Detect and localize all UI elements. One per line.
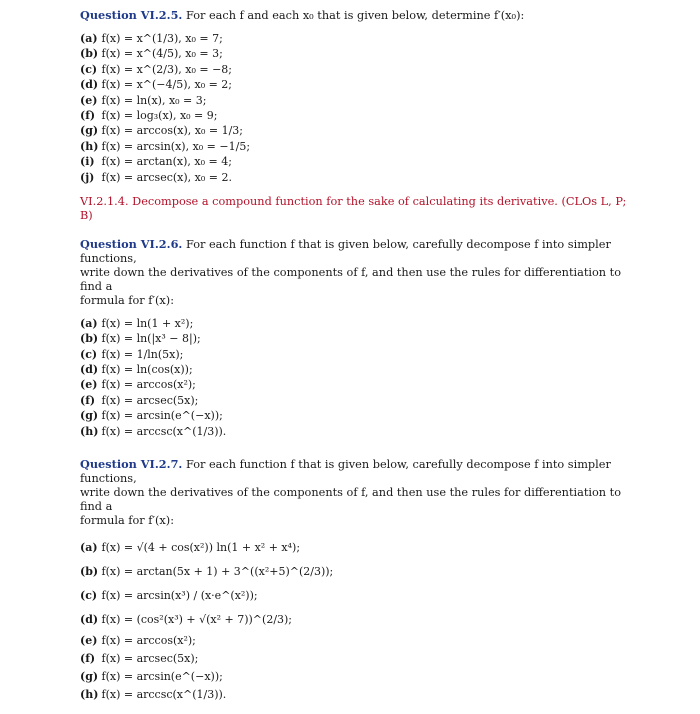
list-item	[80, 62, 640, 77]
item-expression: f(x) = arcsin(x), x₀ = −1/5;	[101, 139, 251, 153]
list-item	[80, 123, 640, 138]
list-item	[80, 139, 640, 154]
item-expression: f(x) = x^(2/3), x₀ = −8;	[101, 62, 233, 76]
item-expression: f(x) = arcsin(e^(−x));	[101, 670, 223, 684]
list-item	[80, 331, 640, 346]
item-expression: f(x) = arcsin(x³) / (x·e^(x²));	[101, 589, 258, 603]
question-text-line: formula for f′(x):	[80, 293, 175, 307]
question-items	[80, 316, 640, 439]
item-expression: f(x) = ln(cos(x));	[101, 363, 193, 377]
question-heading	[80, 8, 640, 23]
section-heading: VI.2.1.4. Decompose a compound function for the sake of calculating its derivative. (CLOs L, P; B)	[80, 194, 627, 222]
item-label: (e)	[80, 378, 98, 392]
item-label: (c)	[80, 589, 98, 603]
item-expression: f(x) = x^(4/5), x₀ = 3;	[101, 47, 223, 61]
list-item	[80, 424, 640, 439]
question-text: For each f and each x₀ that is given below, determine f′(x₀):	[185, 9, 525, 22]
list-item	[80, 154, 640, 169]
item-label: (i)	[80, 155, 95, 169]
list-item	[80, 608, 640, 632]
item-label: (f)	[80, 652, 96, 666]
question-text-line: formula for f′(x):	[80, 514, 175, 528]
item-expression: f(x) = arccos(x²);	[101, 378, 196, 392]
list-item	[80, 668, 640, 686]
list-item	[80, 316, 640, 331]
question-text-line: write down the derivatives of the components of f, and then use the rules for differentiation to find a	[80, 486, 621, 514]
item-label: (a)	[80, 541, 98, 555]
item-expression: f(x) = arctan(x), x₀ = 4;	[101, 155, 232, 169]
question-vi-2-6	[80, 237, 640, 439]
question-title: Question VI.2.7.	[80, 457, 183, 472]
item-label: (c)	[80, 347, 98, 361]
document-page	[80, 8, 640, 714]
item-label: (f)	[80, 393, 96, 407]
item-expression: f(x) = ln(|x³ − 8|);	[101, 332, 201, 346]
item-expression: f(x) = arcsec(5x);	[101, 652, 199, 666]
item-expression: f(x) = arctan(5x + 1) + 3^((x²+5)^(2/3));	[101, 565, 334, 579]
question-text: For each function f that is given below, carefully decompose f into simpler functions,	[80, 237, 611, 265]
item-expression: f(x) = 1/ln(5x);	[101, 347, 184, 361]
list-item	[80, 46, 640, 61]
item-label: (b)	[80, 332, 99, 346]
item-label: (g)	[80, 409, 99, 423]
item-expression: f(x) = ln(1 + x²);	[101, 316, 194, 330]
list-item	[80, 632, 640, 650]
item-label: (h)	[80, 424, 99, 438]
question-vi-2-7	[80, 457, 640, 704]
list-item	[80, 377, 640, 392]
item-label: (c)	[80, 62, 98, 76]
question-title: Question VI.2.6.	[80, 236, 183, 251]
question-heading	[80, 237, 640, 266]
item-expression: f(x) = arccsc(x^(1/3)).	[101, 424, 227, 438]
item-label: (e)	[80, 634, 98, 648]
item-label: (a)	[80, 316, 98, 330]
item-expression: f(x) = arcsec(5x);	[101, 393, 199, 407]
item-label: (j)	[80, 170, 95, 184]
item-expression: f(x) = arccos(x²);	[101, 634, 196, 648]
item-expression: f(x) = (cos²(x³) + √(x² + 7))^(2/3);	[101, 613, 293, 627]
list-item	[80, 650, 640, 668]
item-expression: f(x) = arcsin(e^(−x));	[101, 409, 223, 423]
list-item	[80, 93, 640, 108]
list-item	[80, 347, 640, 362]
item-label: (g)	[80, 670, 99, 684]
item-label: (a)	[80, 32, 98, 45]
list-item	[80, 408, 640, 423]
list-item	[80, 536, 640, 560]
item-label: (h)	[80, 688, 99, 702]
item-expression: f(x) = ln(x), x₀ = 3;	[101, 93, 207, 107]
list-item	[80, 108, 640, 123]
item-expression: f(x) = arcsec(x), x₀ = 2.	[101, 170, 232, 184]
question-heading	[80, 457, 640, 486]
item-label: (f)	[80, 108, 96, 122]
question-vi-2-5	[80, 8, 640, 185]
item-expression: f(x) = x^(1/3), x₀ = 7;	[101, 32, 223, 45]
list-item	[80, 362, 640, 377]
item-label: (d)	[80, 78, 99, 92]
item-label: (b)	[80, 565, 99, 579]
item-expression: f(x) = arccsc(x^(1/3)).	[101, 688, 227, 702]
item-label: (h)	[80, 139, 99, 153]
list-item	[80, 31, 640, 46]
list-item	[80, 560, 640, 584]
item-expression: f(x) = log₃(x), x₀ = 9;	[101, 108, 218, 122]
item-expression: f(x) = x^(−4/5), x₀ = 2;	[101, 78, 233, 92]
item-label: (e)	[80, 93, 98, 107]
list-item	[80, 686, 640, 704]
list-item	[80, 393, 640, 408]
question-text-line: write down the derivatives of the components of f, and then use the rules for differentiation to find a	[80, 265, 621, 293]
item-label: (d)	[80, 613, 99, 627]
item-label: (g)	[80, 124, 99, 138]
question-text: For each function f that is given below, carefully decompose f into simpler functions,	[80, 458, 611, 486]
item-label: (d)	[80, 363, 99, 377]
question-title: Question VI.2.5.	[80, 8, 183, 22]
question-items	[80, 31, 640, 185]
item-expression: f(x) = arccos(x), x₀ = 1/3;	[101, 124, 243, 138]
item-expression: f(x) = √(4 + cos(x²)) ln(1 + x² + x⁴);	[101, 541, 301, 555]
question-items	[80, 536, 640, 704]
list-item	[80, 77, 640, 92]
list-item	[80, 170, 640, 185]
list-item	[80, 584, 640, 608]
item-label: (b)	[80, 47, 99, 61]
